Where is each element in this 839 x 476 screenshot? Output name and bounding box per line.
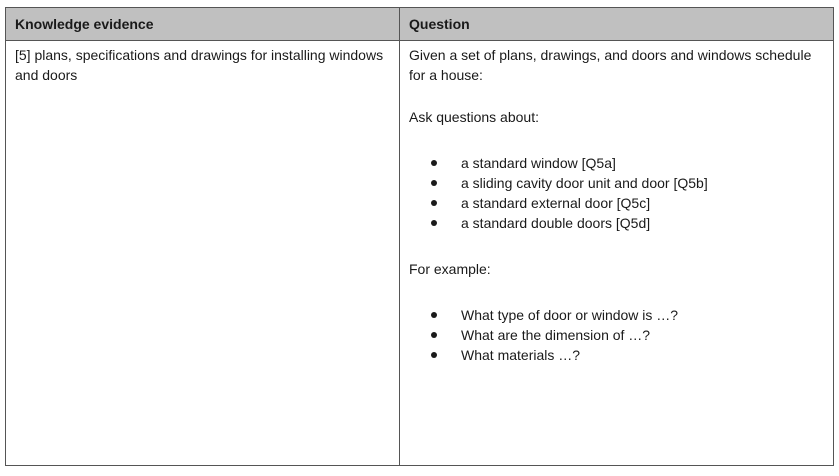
list-item-text: What are the dimension of …? <box>461 327 651 343</box>
question-cell <box>400 41 834 466</box>
bullet-icon <box>431 200 437 206</box>
example-label: For example: <box>409 261 491 277</box>
spacer <box>409 279 824 305</box>
list-item <box>431 193 824 213</box>
bullet-icon <box>431 332 437 338</box>
ask-label: Ask questions about: <box>409 109 539 125</box>
list-item <box>431 305 824 325</box>
list-item-text: a standard external door [Q5c] <box>461 195 651 211</box>
spacer <box>409 85 824 107</box>
example-list <box>409 305 824 365</box>
bullet-icon <box>431 312 437 318</box>
bullet-icon <box>431 160 437 166</box>
question-intro: Given a set of plans, drawings, and doors and windows schedule for a house: <box>409 47 812 83</box>
spacer <box>409 127 824 153</box>
knowledge-question-table <box>5 7 834 466</box>
list-item-text: What type of door or window is …? <box>461 307 679 323</box>
header-row <box>6 8 834 41</box>
list-item <box>431 325 824 345</box>
knowledge-text: [5] plans, specifications and drawings for installing windows and doors <box>15 47 384 83</box>
header-knowledge-evidence: Knowledge evidence <box>6 8 400 41</box>
table-row <box>6 41 834 466</box>
list-item <box>431 213 824 233</box>
list-item-text: What materials …? <box>461 347 581 363</box>
list-item <box>431 153 824 173</box>
list-item-text: a sliding cavity door unit and door [Q5b] <box>461 175 708 191</box>
bullet-icon <box>431 180 437 186</box>
knowledge-cell <box>6 41 400 466</box>
list-item-text: a standard double doors [Q5d] <box>461 215 651 231</box>
list-item <box>431 345 824 365</box>
header-question: Question <box>400 8 834 41</box>
bullet-icon <box>431 352 437 358</box>
list-item-text: a standard window [Q5a] <box>461 155 616 171</box>
ask-list <box>409 153 824 233</box>
bullet-icon <box>431 220 437 226</box>
list-item <box>431 173 824 193</box>
spacer <box>409 233 824 259</box>
